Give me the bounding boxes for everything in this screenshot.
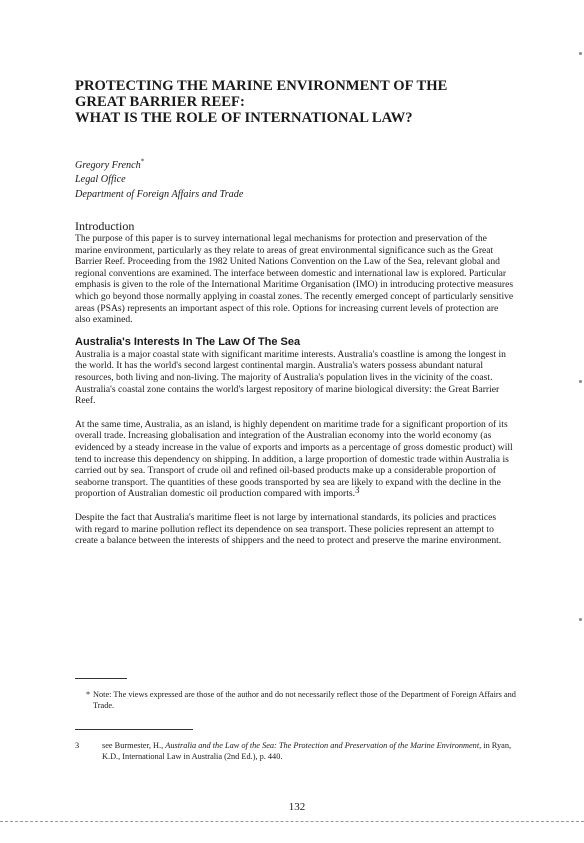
scan-edge-line <box>0 821 584 822</box>
scan-speck <box>579 618 582 621</box>
scan-speck <box>579 380 582 383</box>
footnote-3-title: Australia and the Law of the Sea: The Protection and Preservation of the Marine Environment <box>165 741 480 750</box>
footnote-author-mark: * <box>86 690 91 699</box>
author-name: Gregory French <box>75 159 141 171</box>
footnote-3-prefix: see Burmester, H., <box>102 741 164 750</box>
footnote-author-note <box>75 689 520 711</box>
introduction-heading: Introduction <box>75 219 135 234</box>
introduction-paragraph: The purpose of this paper is to survey international legal mechanisms for protection and preservation of the marine environment, particularly as they relate to areas of great environmental significance such as the Great Barrier Reef. Proceeding from the 1982 United Nations Convention on the Law of the Sea, relevant global and regional conventions are examined. The interface between domestic and international law is explored. Particular emphasis is given to the role of the International Maritime Organisation (IMO) in introducing protective measures which go beyond those normally applying in coastal zones. The recently emerged concept of particularly sensitive areas (PSAs) represents an important aspect of this role. Options for increasing current levels of protection are also examined. <box>75 233 514 326</box>
australia-section-heading: Australia's Interests In The Law Of The Sea <box>75 335 301 348</box>
footnote-divider-2 <box>75 729 193 730</box>
scan-speck <box>579 52 582 55</box>
title-line-2: GREAT BARRIER REEF: <box>75 94 245 111</box>
footnote-divider-1 <box>75 678 127 679</box>
paper-body <box>75 78 515 547</box>
footnote-3-text <box>102 740 520 762</box>
paper-title <box>75 78 515 127</box>
title-line-3: WHAT IS THE ROLE OF INTERNATIONAL LAW? <box>75 110 413 127</box>
author-footnote-mark: * <box>140 157 145 166</box>
author-name-line <box>75 159 515 174</box>
author-office: Legal Office <box>75 174 126 186</box>
title-line-1: PROTECTING THE MARINE ENVIRONMENT OF THE <box>75 78 448 94</box>
page-number: 132 <box>288 801 306 813</box>
australia-paragraph-2-text: At the same time, Australia, as an island, is highly dependent on maritime trade for a significant proportion of its overall trade. Increasing globalisation and integration of the Australian economy into the world economy (as evidenced by a steady increase in the value of exports and imports as a percentage of gross domestic product) will tend to increase this dependency on shipping. In addition, a large proportion of domestic trade within Australia is carried out by sea. Transport of crude oil and refined oil-based products make up a considerable proportion of seaborne transport. The quantities of these goods transported by sea are likely to expand with the decline in the proportion of Australian domestic oil production compared with imports. <box>75 418 513 500</box>
australia-paragraph-2 <box>75 419 515 500</box>
footnote-3-suffix: , in Ryan, K.D., International Law in Australia (2nd Ed.), p. 440. <box>102 741 512 761</box>
author-department: Department of Foreign Affairs and Trade <box>75 188 244 200</box>
author-block <box>75 159 515 203</box>
footnote-author-text: Note: The views expressed are those of the author and do not necessarily reflect those of the Department of Foreign Affairs and Trade. <box>93 690 516 710</box>
footnote-3-mark: 3 <box>75 741 80 750</box>
australia-paragraph-1: Australia is a major coastal state with significant maritime interests. Australia's coastline is among the longest in the world. It has the world's second largest continental margin. Australia's waters possess abundant natural resources, both living and non-living. The majority of Australia's population lives in the vicinity of the coast. Australia's coastal zone contains the world's largest repository of marine biological diversity: the Great Barrier Reef. <box>75 348 506 407</box>
footnote-ref-3[interactable]: 3 <box>355 485 360 496</box>
footnote-3 <box>75 740 520 762</box>
australia-paragraph-3: Despite the fact that Australia's maritime fleet is not large by international standards, its policies and practices with regard to marine pollution reflect its dependence on sea transport. These policies represent an attempt to create a balance between the interests of shippers and the need to protect and preserve the marine environment. <box>75 511 502 547</box>
